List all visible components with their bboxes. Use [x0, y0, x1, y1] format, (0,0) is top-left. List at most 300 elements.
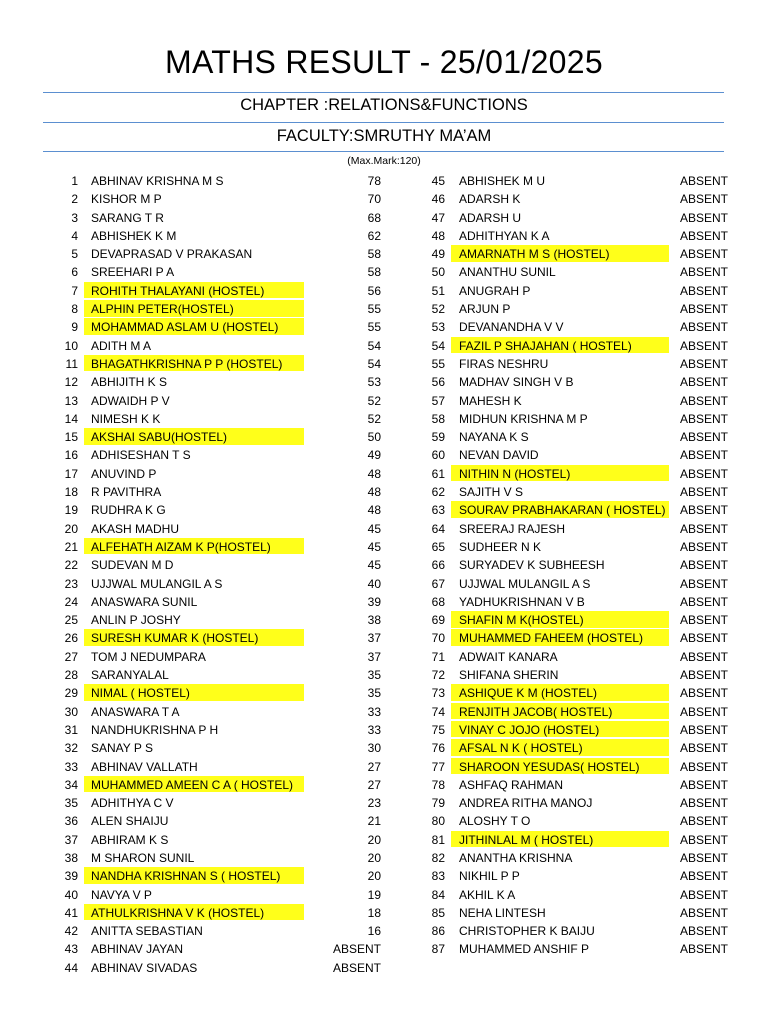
student-mark: 37 — [367, 649, 381, 664]
student-mark: 49 — [367, 448, 381, 463]
result-row — [405, 355, 745, 373]
student-name: NITHIN N (HOSTEL) — [459, 466, 571, 481]
serial-number: 31 — [64, 722, 78, 737]
serial-number: 65 — [431, 539, 445, 554]
student-name: ABHINAV JAYAN — [91, 942, 184, 957]
result-row — [0, 190, 390, 208]
serial-number: 4 — [71, 228, 78, 243]
serial-number: 37 — [64, 832, 78, 847]
student-name: SURYADEV K SUBHEESH — [459, 558, 605, 573]
student-mark: 19 — [367, 887, 381, 902]
results-column-left — [0, 172, 390, 977]
student-name: SHAROON YESUDAS( HOSTEL) — [459, 759, 640, 774]
student-name: ANITTA SEBASTIAN — [91, 924, 203, 939]
serial-number: 76 — [431, 741, 445, 756]
result-row — [405, 227, 745, 245]
serial-number: 40 — [64, 887, 78, 902]
student-name: ANANTHA KRISHNA — [459, 850, 573, 865]
serial-number: 62 — [431, 485, 445, 500]
student-name: ANUVIND P — [91, 466, 157, 481]
serial-number: 45 — [431, 174, 445, 188]
student-name: MOHAMMAD ASLAM U (HOSTEL) — [91, 320, 279, 335]
student-mark: ABSENT — [680, 521, 729, 536]
serial-number: 47 — [431, 210, 445, 225]
student-mark: 58 — [367, 247, 381, 262]
serial-number: 73 — [431, 686, 445, 701]
result-row — [405, 538, 745, 556]
result-row — [405, 245, 745, 263]
student-mark: 45 — [367, 521, 381, 536]
student-name: ADWAIDH P V — [91, 393, 170, 408]
result-row — [0, 373, 390, 391]
serial-number: 30 — [64, 704, 78, 719]
student-name: R PAVITHRA — [91, 485, 162, 500]
student-mark: 48 — [367, 485, 381, 500]
student-mark: 48 — [367, 466, 381, 481]
serial-number: 20 — [64, 521, 78, 536]
student-mark: ABSENT — [680, 832, 729, 847]
student-name: DEVAPRASAD V PRAKASAN — [91, 247, 253, 262]
student-name: ALEN SHAIJU — [91, 814, 169, 829]
student-name: AKASH MADHU — [91, 521, 180, 536]
student-mark: 78 — [367, 174, 381, 188]
serial-number: 57 — [431, 393, 445, 408]
serial-number: 11 — [65, 356, 78, 371]
result-row — [405, 666, 745, 684]
serial-number: 48 — [431, 228, 445, 243]
result-row — [405, 373, 745, 391]
result-row — [0, 392, 390, 410]
result-row — [405, 501, 745, 519]
result-row — [0, 812, 390, 830]
student-mark: 30 — [367, 741, 381, 756]
serial-number: 50 — [431, 265, 445, 280]
result-row — [405, 410, 745, 428]
serial-number: 60 — [431, 448, 445, 463]
student-name: NIMAL ( HOSTEL) — [91, 686, 190, 701]
student-mark: ABSENT — [680, 887, 729, 902]
student-name: ARJUN P — [459, 302, 511, 317]
result-row — [405, 922, 745, 940]
student-name: AKSHAI SABU(HOSTEL) — [91, 430, 228, 445]
result-row — [0, 703, 390, 721]
student-mark: ABSENT — [332, 960, 381, 975]
result-row — [0, 428, 390, 446]
student-mark: 20 — [367, 850, 381, 865]
student-name: M SHARON SUNIL — [91, 850, 195, 865]
student-mark: 37 — [367, 631, 381, 646]
student-name: ABHIJITH K S — [91, 375, 168, 390]
result-row — [405, 209, 745, 227]
divider-top — [43, 92, 724, 93]
serial-number: 9 — [71, 320, 78, 335]
serial-number: 72 — [431, 668, 445, 683]
serial-number: 22 — [64, 558, 78, 573]
serial-number: 34 — [64, 777, 78, 792]
student-mark: 45 — [367, 558, 381, 573]
student-mark: ABSENT — [680, 192, 729, 207]
student-mark: ABSENT — [680, 503, 729, 518]
student-name: ANUGRAH P — [459, 283, 531, 298]
serial-number: 5 — [71, 247, 78, 262]
result-row — [405, 629, 745, 647]
student-mark: 27 — [367, 777, 381, 792]
result-row — [0, 867, 390, 885]
serial-number: 59 — [431, 430, 445, 445]
serial-number: 77 — [431, 759, 445, 774]
serial-number: 58 — [431, 411, 445, 426]
result-row — [0, 465, 390, 483]
serial-number: 7 — [71, 283, 78, 298]
student-name: ABHINAV KRISHNA M S — [91, 174, 224, 188]
student-mark: ABSENT — [332, 942, 381, 957]
student-name: SUDHEER N K — [459, 539, 542, 554]
serial-number: 52 — [431, 302, 445, 317]
student-mark: 55 — [367, 320, 381, 335]
result-row — [0, 263, 390, 281]
student-mark: ABSENT — [680, 686, 729, 701]
result-row — [405, 593, 745, 611]
result-row — [405, 318, 745, 336]
result-row — [0, 849, 390, 867]
faculty-heading: FACULTY:SMRUTHY MA’AM — [276, 127, 492, 145]
student-name: ADARSH K — [459, 192, 521, 207]
student-name: FAZIL P SHAJAHAN ( HOSTEL) — [459, 338, 632, 353]
serial-number: 13 — [64, 393, 78, 408]
student-name: ROHITH THALAYANI (HOSTEL) — [91, 283, 265, 298]
result-row — [0, 959, 390, 977]
student-mark: ABSENT — [680, 338, 729, 353]
serial-number: 61 — [431, 466, 445, 481]
serial-number: 33 — [64, 759, 78, 774]
student-name: ABHINAV SIVADAS — [91, 960, 198, 975]
student-name: RENJITH JACOB( HOSTEL) — [459, 704, 613, 719]
student-mark: ABSENT — [680, 375, 729, 390]
student-name: ASHFAQ RAHMAN — [459, 777, 564, 792]
student-name: NAYANA K S — [459, 430, 529, 445]
result-row — [405, 575, 745, 593]
serial-number: 44 — [64, 960, 78, 975]
student-mark: ABSENT — [680, 905, 729, 920]
result-row — [0, 739, 390, 757]
student-mark: 45 — [367, 539, 381, 554]
student-name: ALFEHATH AIZAM K P(HOSTEL) — [91, 539, 271, 554]
student-mark: ABSENT — [680, 649, 729, 664]
student-name: ADARSH U — [459, 210, 522, 225]
serial-number: 21 — [64, 539, 78, 554]
result-row — [405, 684, 745, 702]
student-name: MADHAV SINGH V B — [459, 375, 574, 390]
student-mark: ABSENT — [680, 265, 729, 280]
student-mark: ABSENT — [680, 558, 729, 573]
result-row — [0, 282, 390, 300]
divider-bottom — [43, 151, 724, 152]
result-row — [0, 831, 390, 849]
page-title: MATHS RESULT - 25/01/2025 — [165, 44, 603, 80]
student-mark: 68 — [367, 210, 381, 225]
result-row — [0, 245, 390, 263]
serial-number: 14 — [64, 411, 78, 426]
result-row — [0, 758, 390, 776]
serial-number: 68 — [431, 594, 445, 609]
student-mark: ABSENT — [680, 850, 729, 865]
serial-number: 66 — [431, 558, 445, 573]
student-mark: 33 — [367, 704, 381, 719]
serial-number: 25 — [64, 613, 78, 628]
student-name: SANAY P S — [91, 741, 154, 756]
student-name: MAHESH K — [459, 393, 522, 408]
serial-number: 17 — [64, 466, 78, 481]
student-mark: 38 — [367, 613, 381, 628]
student-name: CHRISTOPHER K BAIJU — [459, 924, 595, 939]
student-mark: ABSENT — [680, 356, 729, 371]
student-mark: 54 — [367, 356, 381, 371]
student-mark: 16 — [367, 924, 381, 939]
serial-number: 86 — [431, 924, 445, 939]
student-mark: 27 — [367, 759, 381, 774]
result-row — [405, 300, 745, 318]
student-mark: ABSENT — [680, 393, 729, 408]
student-name: ADHITHYAN K A — [459, 228, 550, 243]
serial-number: 18 — [64, 485, 78, 500]
student-mark: 23 — [367, 796, 381, 811]
result-row — [405, 556, 745, 574]
result-row — [0, 629, 390, 647]
student-name: ANASWARA T A — [91, 704, 180, 719]
serial-number: 82 — [431, 850, 445, 865]
divider-middle — [43, 122, 724, 123]
serial-number: 6 — [71, 265, 78, 280]
serial-number: 15 — [64, 430, 78, 445]
serial-number: 19 — [64, 503, 78, 518]
serial-number: 71 — [431, 649, 445, 664]
serial-number: 70 — [431, 631, 445, 646]
student-name: ADITH M A — [91, 338, 152, 353]
student-name: NANDHUKRISHNA P H — [91, 722, 219, 737]
serial-number: 63 — [431, 503, 445, 518]
student-name: MUHAMMED ANSHIF P — [459, 942, 590, 957]
serial-number: 78 — [431, 777, 445, 792]
serial-number: 46 — [431, 192, 445, 207]
result-row — [0, 337, 390, 355]
serial-number: 85 — [431, 905, 445, 920]
serial-number: 79 — [431, 796, 445, 811]
result-row — [0, 410, 390, 428]
result-row — [0, 776, 390, 794]
student-name: ABHINAV VALLATH — [91, 759, 198, 774]
student-mark: ABSENT — [680, 741, 729, 756]
student-name: NIKHIL P P — [459, 869, 520, 884]
result-row — [405, 172, 745, 190]
result-row — [405, 611, 745, 629]
student-name: ABHISHEK M U — [459, 174, 546, 188]
student-mark: 33 — [367, 722, 381, 737]
student-name: AFSAL N K ( HOSTEL) — [459, 741, 583, 756]
result-row — [0, 318, 390, 336]
result-row — [405, 282, 745, 300]
serial-number: 64 — [431, 521, 445, 536]
result-row — [405, 263, 745, 281]
result-row — [0, 666, 390, 684]
student-mark: ABSENT — [680, 594, 729, 609]
serial-number: 36 — [64, 814, 78, 829]
student-mark: ABSENT — [680, 576, 729, 591]
result-row — [0, 648, 390, 666]
student-name: SARANG T R — [91, 210, 164, 225]
result-row — [405, 849, 745, 867]
student-mark: 55 — [367, 302, 381, 317]
result-row — [405, 758, 745, 776]
result-row — [0, 501, 390, 519]
serial-number: 55 — [431, 356, 445, 371]
student-name: ANLIN P JOSHY — [91, 613, 181, 628]
student-mark: ABSENT — [680, 869, 729, 884]
student-mark: ABSENT — [680, 539, 729, 554]
student-name: ABHISHEK K M — [91, 228, 177, 243]
result-row — [0, 886, 390, 904]
student-name: NIMESH K K — [91, 411, 161, 426]
result-row — [405, 465, 745, 483]
result-row — [0, 940, 390, 958]
student-mark: 20 — [367, 832, 381, 847]
student-name: ANDREA RITHA MANOJ — [459, 796, 593, 811]
student-mark: 48 — [367, 503, 381, 518]
student-mark: 50 — [367, 430, 381, 445]
result-row — [405, 446, 745, 464]
student-mark: ABSENT — [680, 320, 729, 335]
student-mark: ABSENT — [680, 631, 729, 646]
serial-number: 42 — [64, 924, 78, 939]
result-row — [405, 648, 745, 666]
result-row — [0, 922, 390, 940]
student-mark: ABSENT — [680, 722, 729, 737]
student-name: SARANYALAL — [91, 668, 169, 683]
student-name: SHIFANA SHERIN — [459, 668, 559, 683]
student-mark: ABSENT — [680, 777, 729, 792]
serial-number: 51 — [431, 283, 445, 298]
result-row — [405, 904, 745, 922]
student-name: AMARNATH M S (HOSTEL) — [459, 247, 610, 262]
student-mark: ABSENT — [680, 174, 729, 188]
student-name: ALPHIN PETER(HOSTEL) — [91, 302, 234, 317]
student-mark: 40 — [367, 576, 381, 591]
student-mark: ABSENT — [680, 924, 729, 939]
student-name: SOURAV PRABHAKARAN ( HOSTEL) — [459, 503, 666, 518]
student-mark: 39 — [367, 594, 381, 609]
serial-number: 43 — [64, 942, 78, 957]
result-row — [405, 337, 745, 355]
result-row — [0, 483, 390, 501]
student-name: SHAFIN M K(HOSTEL) — [459, 613, 584, 628]
serial-number: 53 — [431, 320, 445, 335]
serial-number: 41 — [64, 905, 78, 920]
student-name: ADHITHYA C V — [91, 796, 174, 811]
student-mark: ABSENT — [680, 228, 729, 243]
student-name: JITHINLAL M ( HOSTEL) — [459, 832, 594, 847]
student-mark: 20 — [367, 869, 381, 884]
serial-number: 74 — [431, 704, 445, 719]
student-name: UJJWAL MULANGIL A S — [459, 576, 591, 591]
student-mark: ABSENT — [680, 942, 729, 957]
serial-number: 26 — [64, 631, 78, 646]
results-column-right — [405, 172, 745, 959]
student-name: FIRAS NESHRU — [459, 356, 549, 371]
student-mark: 35 — [367, 686, 381, 701]
student-name: ATHULKRISHNA V K (HOSTEL) — [91, 905, 265, 920]
student-mark: 35 — [367, 668, 381, 683]
serial-number: 32 — [64, 741, 78, 756]
serial-number: 24 — [64, 594, 78, 609]
result-row — [405, 812, 745, 830]
student-name: ALOSHY T O — [459, 814, 531, 829]
student-name: ASHIQUE K M (HOSTEL) — [459, 686, 598, 701]
student-mark: ABSENT — [680, 759, 729, 774]
student-name: SUDEVAN M D — [91, 558, 174, 573]
student-mark: 58 — [367, 265, 381, 280]
result-row — [405, 867, 745, 885]
student-name: ANASWARA SUNIL — [91, 594, 198, 609]
student-mark: 56 — [367, 283, 381, 298]
serial-number: 3 — [71, 210, 78, 225]
result-row — [0, 538, 390, 556]
serial-number: 83 — [431, 869, 445, 884]
student-name: AKHIL K A — [459, 887, 516, 902]
student-mark: ABSENT — [680, 668, 729, 683]
student-name: SREEHARI P A — [91, 265, 175, 280]
student-name: SURESH KUMAR K (HOSTEL) — [91, 631, 259, 646]
max-mark-note: (Max.Mark:120) — [347, 155, 421, 167]
student-name: NEHA LINTESH — [459, 905, 546, 920]
result-row — [405, 483, 745, 501]
student-mark: 53 — [367, 375, 381, 390]
student-name: YADHUKRISHNAN V B — [459, 594, 585, 609]
student-mark: ABSENT — [680, 613, 729, 628]
serial-number: 54 — [431, 338, 445, 353]
student-name: VINAY C JOJO (HOSTEL) — [459, 722, 600, 737]
student-mark: ABSENT — [680, 430, 729, 445]
result-row — [0, 794, 390, 812]
student-name: RUDHRA K G — [91, 503, 166, 518]
student-name: NANDHA KRISHNAN S ( HOSTEL) — [91, 869, 281, 884]
result-row — [0, 684, 390, 702]
serial-number: 2 — [71, 192, 78, 207]
serial-number: 29 — [64, 686, 78, 701]
student-name: NAVYA V P — [91, 887, 152, 902]
result-row — [0, 355, 390, 373]
student-name: ADWAIT KANARA — [459, 649, 558, 664]
student-name: MUHAMMED AMEEN C A ( HOSTEL) — [91, 777, 294, 792]
student-mark: ABSENT — [680, 796, 729, 811]
student-name: ANANTHU SUNIL — [459, 265, 556, 280]
student-mark: 21 — [367, 814, 381, 829]
student-mark: ABSENT — [680, 485, 729, 500]
serial-number: 10 — [64, 338, 78, 353]
result-row — [405, 392, 745, 410]
student-name: TOM J NEDUMPARA — [91, 649, 206, 664]
student-mark: ABSENT — [680, 302, 729, 317]
result-row — [405, 831, 745, 849]
serial-number: 27 — [64, 649, 78, 664]
serial-number: 1 — [71, 174, 78, 188]
student-name: KISHOR M P — [91, 192, 162, 207]
student-mark: 52 — [367, 393, 381, 408]
student-name: SREERAJ RAJESH — [459, 521, 566, 536]
student-name: MUHAMMED FAHEEM (HOSTEL) — [459, 631, 644, 646]
serial-number: 69 — [431, 613, 445, 628]
result-row — [405, 721, 745, 739]
result-row — [0, 593, 390, 611]
serial-number: 49 — [431, 247, 445, 262]
